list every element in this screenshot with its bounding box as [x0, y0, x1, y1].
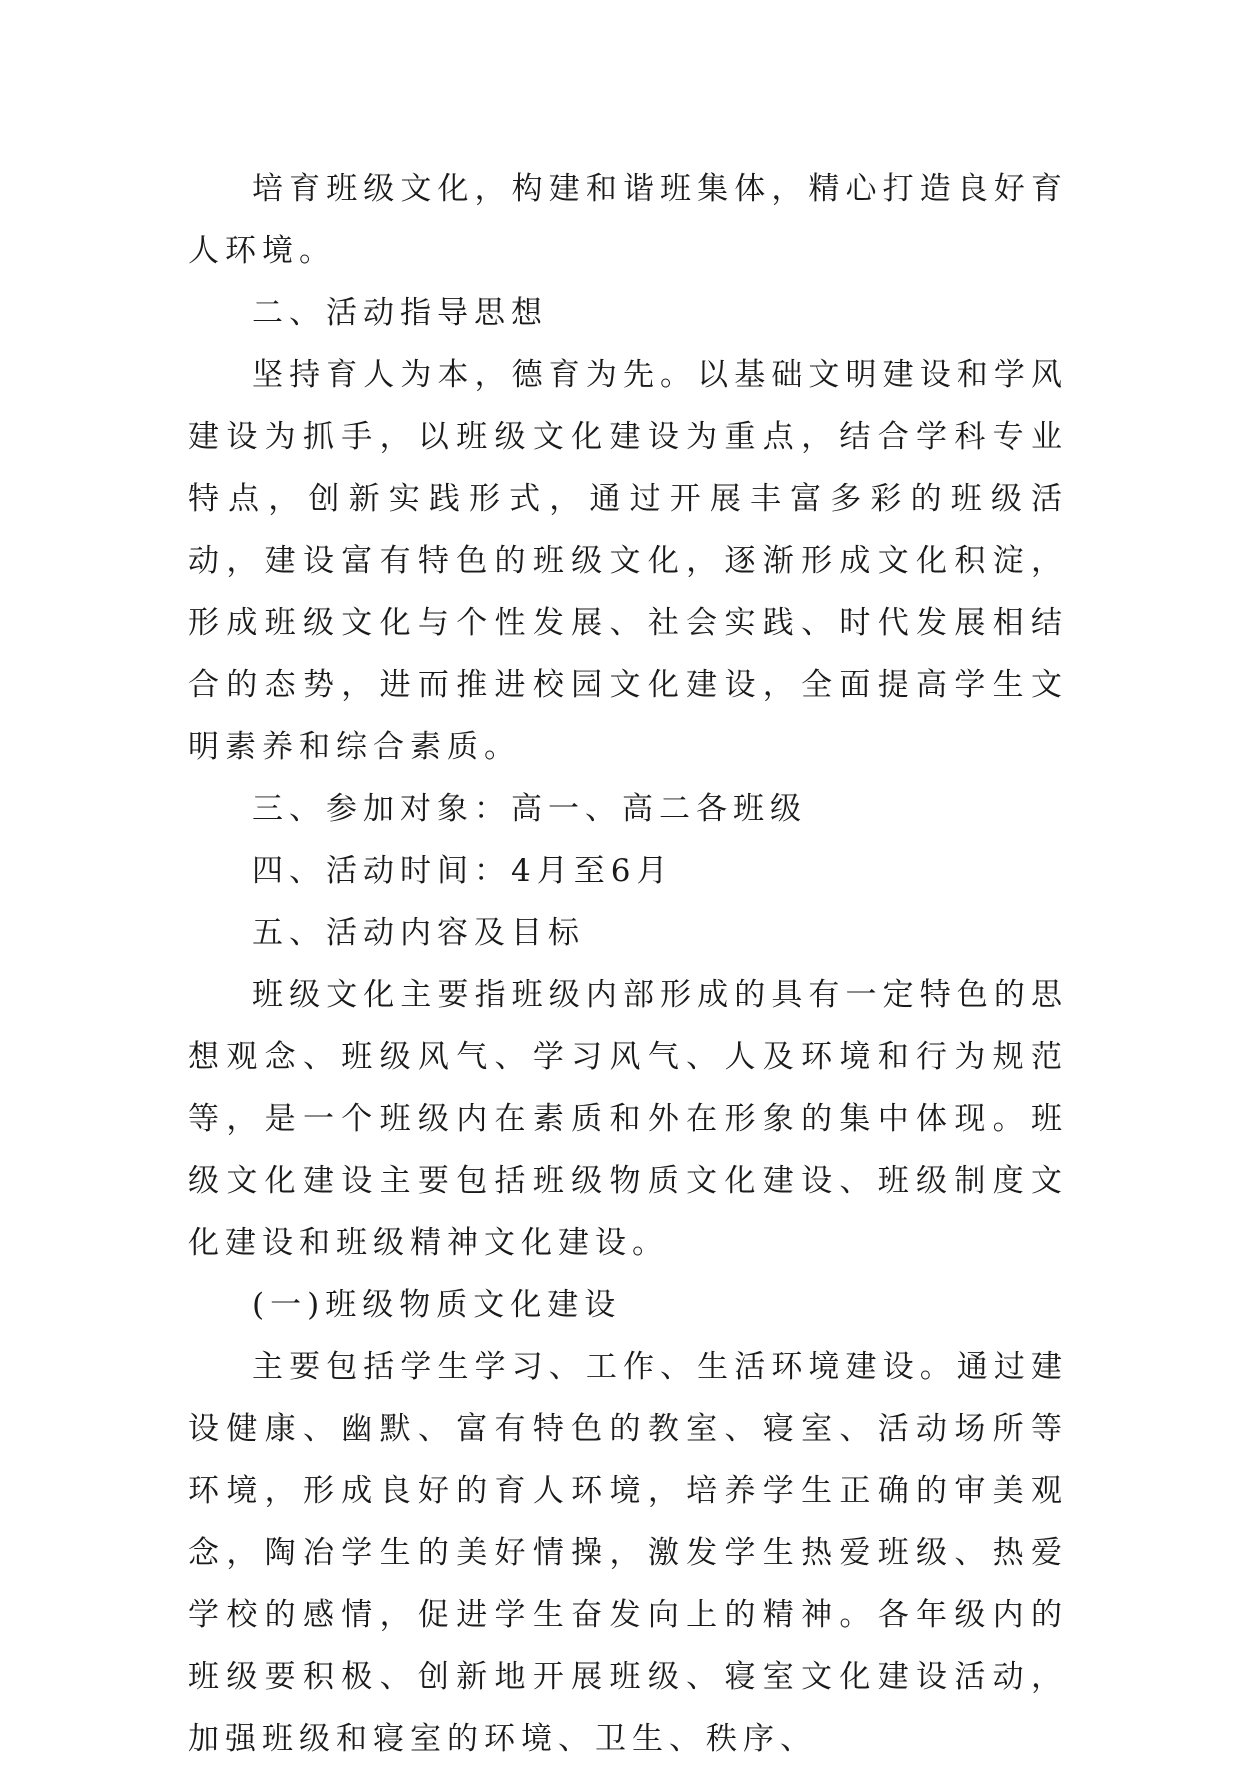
section-heading: 二、活动指导思想	[252, 295, 548, 331]
document-body	[188, 158, 1068, 1770]
paragraph: 班级文化主要指班级内部形成的具有一定特色的思想观念、班级风气、学习风气、人及环境和行为规范等，是一个班级内在素质和外在形象的集中体现。班级文化建设主要包括班级物质文化建设、班级制度文化建设和班级精神文化建设。	[188, 977, 1068, 1261]
section-heading: 五、活动内容及目标	[252, 915, 585, 951]
paragraph: 坚持育人为本，德育为先。以基础文明建设和学风建设为抓手，以班级文化建设为重点，结合学科专业特点，创新实践形式，通过开展丰富多彩的班级活动，建设富有特色的班级文化，逐渐形成文化积淀，形成班级文化与个性发展、社会实践、时代发展相结合的态势，进而推进校园文化建设，全面提高学生文明素养和综合素质。	[188, 357, 1068, 765]
paragraph: 培育班级文化，构建和谐班集体，精心打造良好育人环境。	[188, 171, 1068, 269]
section-heading: 三、参加对象：高一、高二各班级	[252, 791, 807, 827]
section-heading: 四、活动时间：4月至6月	[252, 853, 674, 889]
subsection-heading: (一)班级物质文化建设	[252, 1287, 622, 1323]
paragraph: 主要包括学生学习、工作、生活环境建设。通过建设健康、幽默、富有特色的教室、寝室、活动场所等环境，形成良好的育人环境，培养学生正确的审美观念，陶冶学生的美好情操，激发学生热爱班级、热爱学校的感情，促进学生奋发向上的精神。各年级内的班级要积极、创新地开展班级、寝室文化建设活动，加强班级和寝室的环境、卫生、秩序、	[188, 1349, 1068, 1757]
